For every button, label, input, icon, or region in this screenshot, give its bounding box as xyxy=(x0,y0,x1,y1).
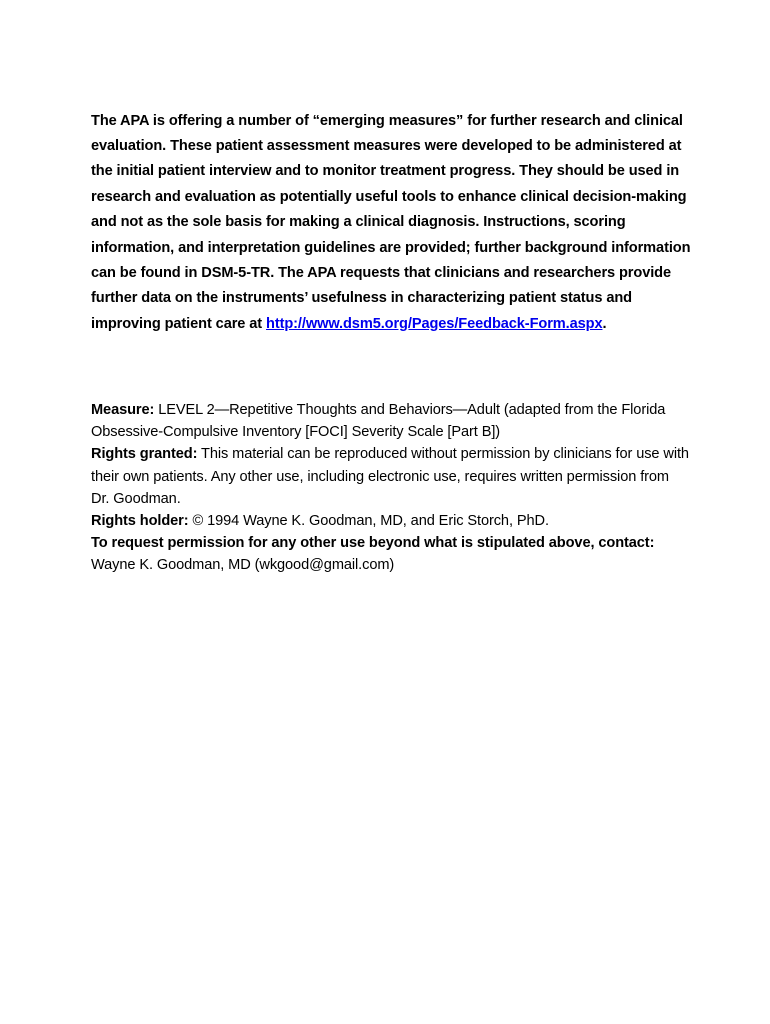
feedback-form-link[interactable]: http://www.dsm5.org/Pages/Feedback-Form.aspx xyxy=(266,315,603,332)
rights-granted-row xyxy=(91,443,691,510)
intro-text: The APA is offering a number of “emerging measures” for further research and clinical evaluation. These patient assessment measures were developed to be administered at the initial patient interview and to monitor treatment progress. They should be used in research and evaluation as potentially useful tools to enhance clinical decision-making and not as the sole basis for making a clinical diagnosis. Instructions, scoring information, and interpretation guidelines are provided; further background information can be found in DSM-5-TR. The APA requests that clinicians and researchers provide further data on the instruments’ usefulness in characterizing patient status and improving patient care at xyxy=(91,112,691,332)
rights-holder-label: Rights holder: xyxy=(91,513,189,530)
measure-info-block xyxy=(91,399,691,577)
rights-holder-value: © 1994 Wayne K. Goodman, MD, and Eric Storch, PhD. xyxy=(188,513,549,530)
contact-label: To request permission for any other use beyond what is stipulated above, contact: xyxy=(91,535,655,552)
rights-granted-value: This material can be reproduced without permission by clinicians for use with their own patients. Any other use, including electronic use, requires written permission from Dr. Goodman. xyxy=(91,446,689,507)
contact-value: Wayne K. Goodman, MD (wkgood@gmail.com) xyxy=(91,557,395,574)
measure-value: LEVEL 2—Repetitive Thoughts and Behaviors—Adult (adapted from the Florida Obsessive-Compulsive Inventory [FOCI] Severity Scale [Part B]) xyxy=(91,402,666,441)
measure-label: Measure: xyxy=(91,402,155,418)
intro-paragraph xyxy=(91,109,691,338)
rights-holder-row xyxy=(91,510,691,532)
rights-granted-label: Rights granted: xyxy=(91,446,198,463)
measure-row xyxy=(91,399,691,443)
contact-row xyxy=(91,532,691,576)
intro-period: . xyxy=(602,315,607,332)
